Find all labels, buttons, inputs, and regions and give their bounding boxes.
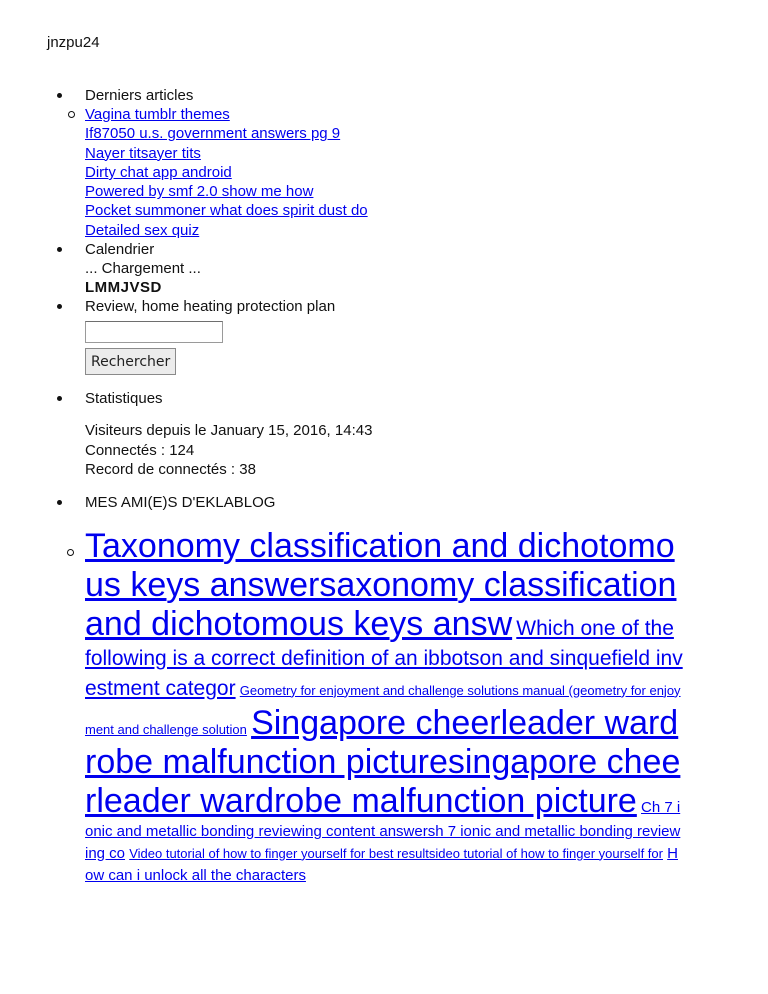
stats-connected: Connectés : 124 (85, 441, 195, 459)
friends-heading: MES AMI(E)S D'EKLABLOG (85, 493, 276, 511)
list-item (85, 144, 752, 163)
widget-stats (52, 389, 752, 480)
widget-friends (52, 493, 752, 887)
search-input[interactable] (85, 321, 223, 343)
article-link[interactable]: If87050 u.s. government answers pg 9 (85, 125, 341, 143)
search-heading: Review, home heating protection plan (85, 298, 336, 316)
recent-articles-list (85, 105, 752, 240)
widget-search (52, 297, 752, 375)
tag-link[interactable]: Which one of the following is a correct definition of an ibbotson and sinquefield investment categor (85, 616, 683, 700)
list-item (85, 163, 752, 182)
site-title: jnzpu24 (47, 34, 100, 51)
stats-record: Record de connectés : 38 (85, 461, 256, 479)
list-item (85, 105, 752, 124)
sidebar-widgets (52, 86, 752, 887)
calendar-weekdays: LMMJVSD (85, 279, 162, 297)
article-link[interactable]: Pocket summoner what does spirit dust do (85, 202, 368, 220)
search-button[interactable]: Rechercher (85, 348, 176, 375)
stats-heading: Statistiques (85, 390, 163, 408)
tag-link[interactable]: Geometry for enjoyment and challenge solutions manual (geometry for enjoyment and challenge solution (85, 682, 681, 737)
calendar-loading-text: ... Chargement ... (85, 260, 201, 278)
tag-link[interactable]: How can i unlock all the characters (85, 844, 678, 884)
list-item (85, 221, 752, 240)
list-item (85, 201, 752, 220)
article-link[interactable]: Detailed sex quiz (85, 221, 200, 239)
tag-link[interactable]: Video tutorial of how to finger yourself for best resultsideo tutorial of how to finger yourself for (129, 845, 663, 861)
widget-calendar (52, 240, 752, 297)
article-link[interactable]: Dirty chat app android (85, 163, 232, 181)
stats-visitors: Visiteurs depuis le January 15, 2016, 14:43 (85, 422, 373, 440)
article-link[interactable]: Vagina tumblr themes (85, 106, 230, 123)
stats-block (85, 421, 752, 480)
widget-recent-articles (52, 86, 752, 240)
tag-link[interactable]: Ch 7 ionic and metallic bonding reviewing content answersh 7 ionic and metallic bonding reviewing co (85, 798, 681, 862)
recent-articles-heading: Derniers articles (85, 87, 194, 104)
calendar-heading: Calendrier (85, 241, 155, 259)
list-item (85, 182, 752, 201)
tag-cloud (85, 527, 683, 887)
article-link[interactable]: Nayer titsayer tits (85, 144, 201, 162)
article-link[interactable]: Powered by smf 2.0 show me how (85, 183, 314, 201)
tag-link[interactable]: Singapore cheerleader wardrobe malfunction picturesingapore cheerleader wardrobe malfunction picture (85, 703, 681, 820)
tag-link[interactable]: Taxonomy classification and dichotomous keys answersaxonomy classification and dichotomous keys answ (85, 526, 677, 643)
list-item (85, 124, 752, 143)
